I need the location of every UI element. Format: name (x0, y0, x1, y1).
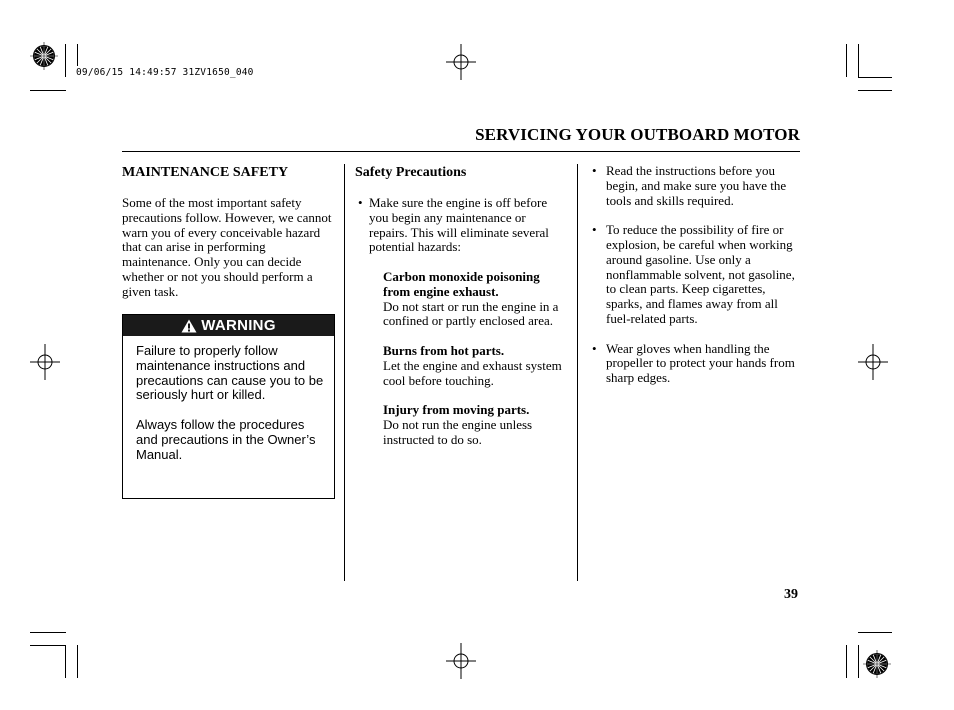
header-rule (122, 151, 800, 152)
registration-starburst-icon (863, 650, 891, 678)
warning-header (123, 315, 334, 336)
list-item (355, 196, 567, 255)
warning-box (122, 314, 335, 499)
bullet-icon: • (592, 222, 597, 238)
warning-title: WARNING (201, 317, 276, 334)
list-item (592, 342, 802, 386)
left-column (122, 164, 334, 300)
maintenance-safety-heading: MAINTENANCE SAFETY (122, 165, 289, 180)
page-number: 39 (784, 587, 798, 602)
warning-paragraph: Always follow the procedures and precautions in the Owner’s Manual. (136, 416, 316, 462)
bullet-icon: • (592, 163, 597, 178)
hazard-text: Do not run the engine unless instructed to do so. (383, 416, 533, 447)
bullet-text: Wear gloves when handling the propeller to protect your hands from sharp edges. (606, 340, 795, 386)
print-timestamp: 09/06/15 14:49:57 31ZV1650_040 (76, 67, 254, 78)
hazard-text: Let the engine and exhaust system cool before touching. (383, 357, 562, 388)
hazard-text: Do not start or run the engine in a confined or partly enclosed area. (383, 298, 559, 329)
bullet-icon: • (358, 195, 363, 210)
crosshair-icon (30, 344, 60, 380)
column-divider (577, 164, 578, 581)
list-item (592, 164, 802, 208)
hazard-title: Injury from moving parts. (383, 402, 530, 418)
section-title: SERVICING YOUR OUTBOARD MOTOR (475, 125, 800, 144)
warning-triangle-icon (181, 319, 197, 333)
crosshair-icon (446, 643, 476, 679)
registration-starburst-icon (30, 42, 58, 70)
bullet-text: To reduce the possibility of fire or explosion, be careful when working around gasoline. Use only a nonflammable solvent, not gasoline, to clean parts. Keep cigarettes, sparks, and flames away from all fuel-related parts. (606, 222, 795, 326)
crosshair-icon (446, 44, 476, 80)
hazard-title: Burns from hot parts. (383, 342, 505, 358)
list-item (592, 223, 802, 327)
hazard-item (355, 270, 567, 329)
right-column (592, 164, 802, 386)
middle-column (355, 164, 567, 448)
safety-precautions-heading: Safety Precautions (355, 165, 467, 180)
warning-paragraph: Failure to properly follow maintenance instructions and precautions can cause you to be seriously hurt or killed. (136, 343, 324, 403)
bullet-icon: • (592, 340, 597, 356)
column-divider (344, 164, 345, 581)
hazard-item (355, 344, 567, 388)
warning-body (123, 336, 334, 462)
crosshair-icon (858, 344, 888, 380)
bullet-text: Make sure the engine is off before you begin any maintenance or repairs. This will eliminate several potential hazards: (369, 195, 549, 255)
hazard-title: Carbon monoxide poisoning from engine exhaust. (383, 268, 540, 299)
intro-paragraph: Some of the most important safety precautions follow. However, we cannot warn you of every conceivable hazard that can arise in performing maintenance. Only you can decide whether or not you should perform a given task. (122, 195, 332, 299)
bullet-text: Read the instructions before you begin, and make sure you have the tools and skills required. (606, 163, 787, 208)
hazard-item (355, 403, 567, 447)
